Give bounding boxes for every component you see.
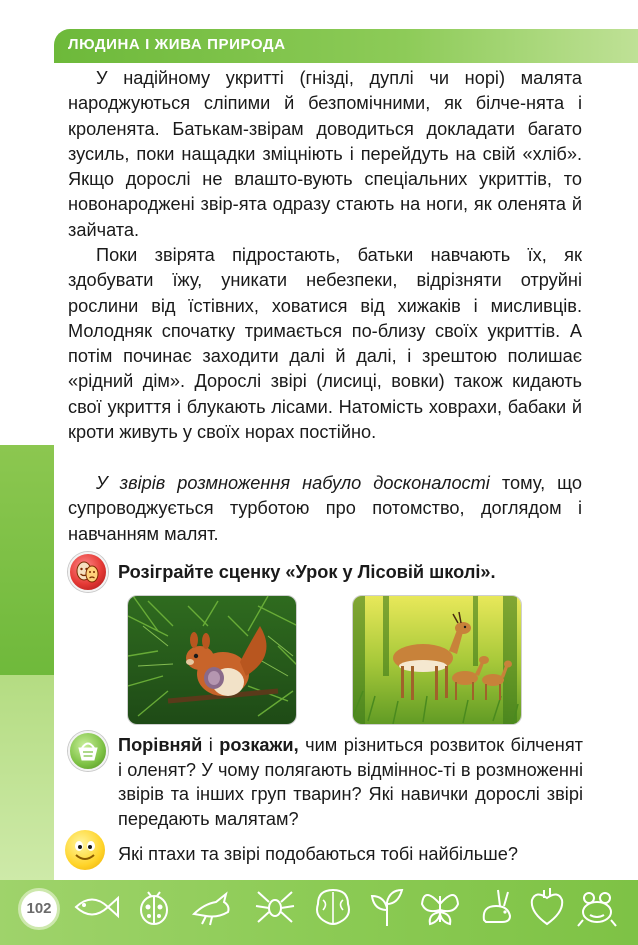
task-compare: Порівняй і розкажи, чим різниться розвиток білченят і оленят? У чому полягають відміннос-ті в розмноженні звірів та інших груп тварин? Які навички дорослі звірі передають малятам?: [118, 735, 583, 829]
frog-icon: [574, 884, 620, 930]
deer-photo: [352, 595, 522, 725]
paragraph-1: У надійному укритті (гнізді, дуплі чи норі) малята народжуються сліпими й безпомічними, як білче-нята і кроленята. Батькам-звірам доводиться докладати багато зусиль, поки нащадки зміцніють і перейдуть на свій «хліб». Якщо дорослі не влашто-вують спеціальних укриттів, то новонароджені звір-ята одразу стають на ноги, як оленята й зайчата.: [68, 68, 582, 240]
task-favorites-question: Які птахи та звірі подобаються тобі найбільше?: [118, 844, 519, 864]
page-number: 102: [18, 888, 60, 930]
heart-organ-icon: [524, 884, 570, 930]
smiley-icon: [65, 830, 105, 870]
task-role-play: Розіграйте сценку «Урок у Лісовій школі».: [118, 562, 496, 582]
paragraph-3: [68, 471, 582, 547]
ladybug-icon: [132, 884, 176, 930]
sprout-icon: [364, 884, 410, 930]
bird-icon: [188, 884, 238, 930]
squirrel-photo: [127, 595, 297, 725]
task-verb-compare: Порівняй: [118, 735, 203, 755]
footer-icon-row: [66, 884, 626, 934]
section-title: ЛЮДИНА І ЖИВА ПРИРОДА: [68, 36, 286, 53]
spider-icon: [252, 884, 298, 930]
rabbit-icon: [472, 884, 520, 930]
theatre-masks-icon: [68, 552, 108, 592]
fish-icon: [70, 884, 120, 930]
brain-icon: [310, 884, 356, 930]
butterfly-icon: [416, 884, 464, 930]
task-verb-tell: розкажи,: [219, 735, 299, 755]
basket-icon: [68, 731, 108, 771]
paragraph-2: Поки звірята підростають, батьки навчають їх, як здобувати їжу, уникати небезпеки, відрізняти отруйні рослини від їстівних, ховатися від хижаків і мисливців. Молодняк спочатку тримається по-близу своїх укриттів. А потім починає заходити далі й далі, і зрештою полишає «рідний дім». Дорослі звірі (лисиці, вовки) також кидають свої укриття і блукають лісами. Натомість ховрахи, бабаки й кроти живуть у своїх норах постійно.: [68, 245, 582, 443]
left-margin-strip: [0, 0, 54, 945]
key-statement: У звірів розмноження набуло досконалості: [96, 473, 490, 493]
paragraph-3-rest: тому, що супроводжується турботою про потомство, доглядом і навчанням малят.: [68, 473, 582, 544]
